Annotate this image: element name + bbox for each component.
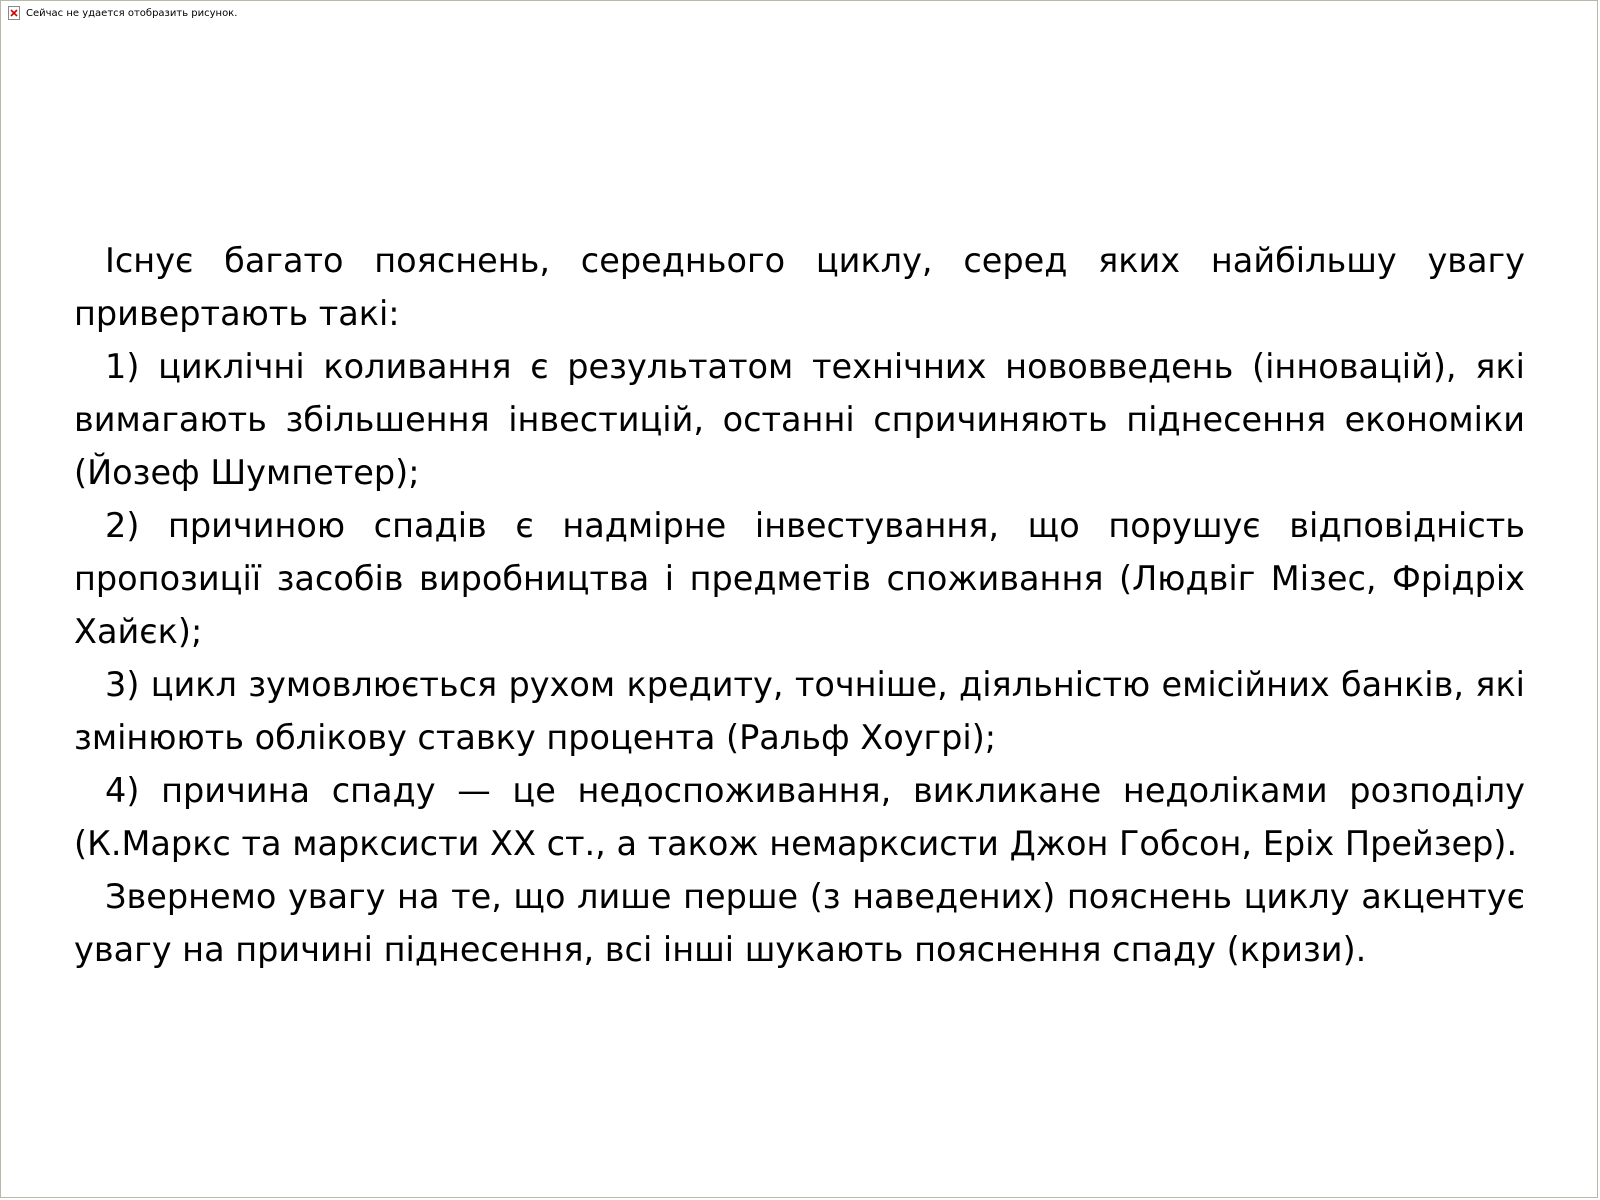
broken-image-caption: Сейчас не удается отобразить рисунок. (26, 7, 238, 19)
list-item-2: 2) причиною спадів є надмірне інвестування, що порушує відповідність пропозиції засобів виробництва і предметів споживання (Людвіг Мізес, Фрідріх Хайєк); (74, 506, 1525, 651)
slide-body-text (74, 234, 1525, 976)
broken-image-placeholder (8, 6, 237, 20)
list-item-4: 4) причина спаду — це недоспоживання, викликане недоліками розподілу (К.Маркс та марксисти XX ст., а також немарксисти Джон Гобсон, Еріх Прейзер). (74, 771, 1525, 863)
list-item-3: 3) цикл зумовлюється рухом кредиту, точніше, діяльністю емісійних банків, які змінюють облікову ставку процента (Ральф Хоугрі); (74, 665, 1525, 757)
list-item-1: 1) циклічні коливання є результатом технічних нововведень (інновацій), які вимагають збільшення інвестицій, останні спричиняють піднесення економіки (Йозеф Шумпетер); (74, 347, 1525, 492)
broken-image-icon (8, 6, 20, 20)
conclusion-paragraph: Звернемо увагу на те, що лише перше (з наведених) пояснень циклу акцентує увагу на причині піднесення, всі інші шукають пояснення спаду (кризи). (74, 877, 1525, 969)
intro-paragraph: Існує багато пояснень, середнього циклу, серед яких найбільшу увагу привертають такі: (74, 241, 1525, 333)
